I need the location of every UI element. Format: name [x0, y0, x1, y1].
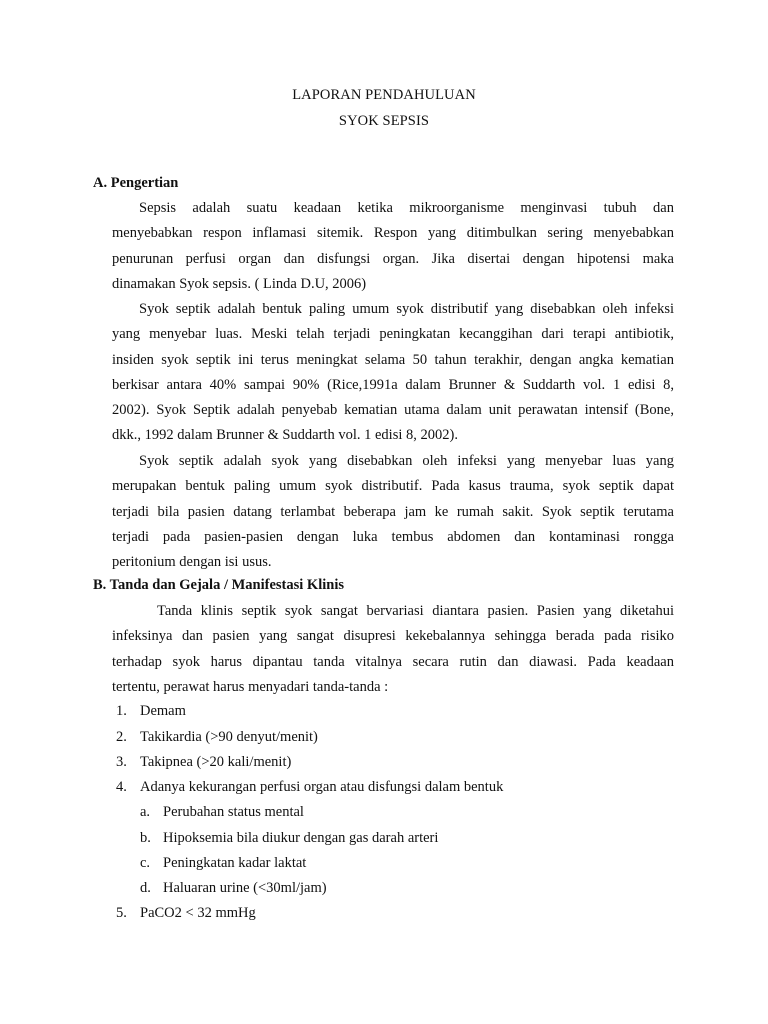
text-line: berkisar antara 40% sampai 90% (Rice,1991a dalam Brunner & Suddarth vol. 1 edisi 8,: [112, 376, 674, 393]
section-b-heading: B. Tanda dan Gejala / Manifestasi Klinis: [93, 577, 344, 593]
text-line: insiden syok septik ini terus meningkat selama 50 tahun terakhir, dengan angka kematian: [112, 351, 674, 368]
text-line: dkk., 1992 dalam Brunner & Suddarth vol. 1 edisi 8, 2002).: [112, 427, 458, 444]
section-a-paragraph-1: [112, 196, 674, 297]
list-number: 2.: [116, 729, 127, 745]
sublist-text: Haluaran urine (<30ml/jam): [163, 880, 327, 896]
text-line: yang menyebar luas. Meski telah terjadi peningkatan kecanggihan dari terapi antibiotik,: [112, 326, 674, 343]
sublist-text: Peningkatan kadar laktat: [163, 855, 307, 871]
sublist-text: Perubahan status mental: [163, 804, 304, 820]
document-subtitle: SYOK SEPSIS: [338, 113, 430, 129]
sublist-letter: a.: [140, 804, 151, 820]
text-line: peritonium dengan isi usus.: [112, 554, 272, 571]
text-line: terjadi bila pasien datang terlambat beberapa jam ke rumah sakit. Syok septik terutama: [112, 503, 674, 520]
text-line: merupakan bentuk paling umum syok distributif. Pada kasus trauma, syok septik dapat: [112, 478, 674, 495]
text-line: Tanda klinis septik syok sangat bervariasi diantara pasien. Pasien yang diketahui: [157, 603, 674, 619]
sublist-text: Hipoksemia bila diukur dengan gas darah arteri: [163, 830, 439, 846]
list-text: Demam: [140, 703, 186, 719]
sublist-letter: b.: [140, 830, 151, 846]
section-a-paragraph-2: [112, 297, 674, 449]
section-b-paragraph-1: [112, 599, 674, 700]
list-number: 3.: [116, 754, 127, 770]
text-line: 2002). Syok Septik adalah penyebab kematian utama dalam unit perawatan intensif (Bone,: [112, 402, 674, 419]
text-line: menyebabkan respon inflamasi sitemik. Respon yang ditimbulkan sering menyebabkan: [112, 225, 674, 242]
list-number: 5.: [116, 905, 127, 921]
text-line: infeksinya dan pasien yang sangat disupresi kekebalannya sehingga berada pada risiko: [112, 628, 674, 645]
text-line: terjadi pada pasien-pasien dengan luka tembus abdomen dan kontaminasi rongga: [112, 528, 674, 545]
list-text: Takipnea (>20 kali/menit): [140, 754, 292, 770]
text-line: Sepsis adalah suatu keadaan ketika mikroorganisme menginvasi tubuh dan: [139, 200, 674, 216]
list-text: Takikardia (>90 denyut/menit): [140, 729, 318, 745]
list-number: 1.: [116, 703, 127, 719]
section-a-paragraph-3: [112, 449, 674, 575]
document-title: LAPORAN PENDAHULUAN: [292, 87, 476, 103]
sublist-letter: c.: [140, 855, 151, 871]
sublist-letter: d.: [140, 880, 151, 896]
list-text: PaCO2 < 32 mmHg: [140, 905, 256, 921]
text-line: penurunan perfusi organ dan disfungsi organ. Jika disertai dengan hipotensi maka: [112, 250, 674, 267]
text-line: dinamakan Syok sepsis. ( Linda D.U, 2006): [112, 275, 367, 292]
text-line: tertentu, perawat harus menyadari tanda-tanda :: [112, 678, 389, 695]
text-line: Syok septik adalah syok yang disebabkan oleh infeksi yang menyebar luas yang: [139, 453, 674, 469]
list-number: 4.: [116, 779, 127, 795]
list-text: Adanya kekurangan perfusi organ atau disfungsi dalam bentuk: [140, 779, 504, 795]
section-a-heading: A. Pengertian: [93, 175, 179, 191]
text-line: terhadap syok harus dipantau tanda vitalnya secara rutin dan diawasi. Pada keadaan: [112, 653, 674, 670]
text-line: Syok septik adalah bentuk paling umum syok distributif yang disebabkan oleh infeksi: [139, 301, 674, 317]
